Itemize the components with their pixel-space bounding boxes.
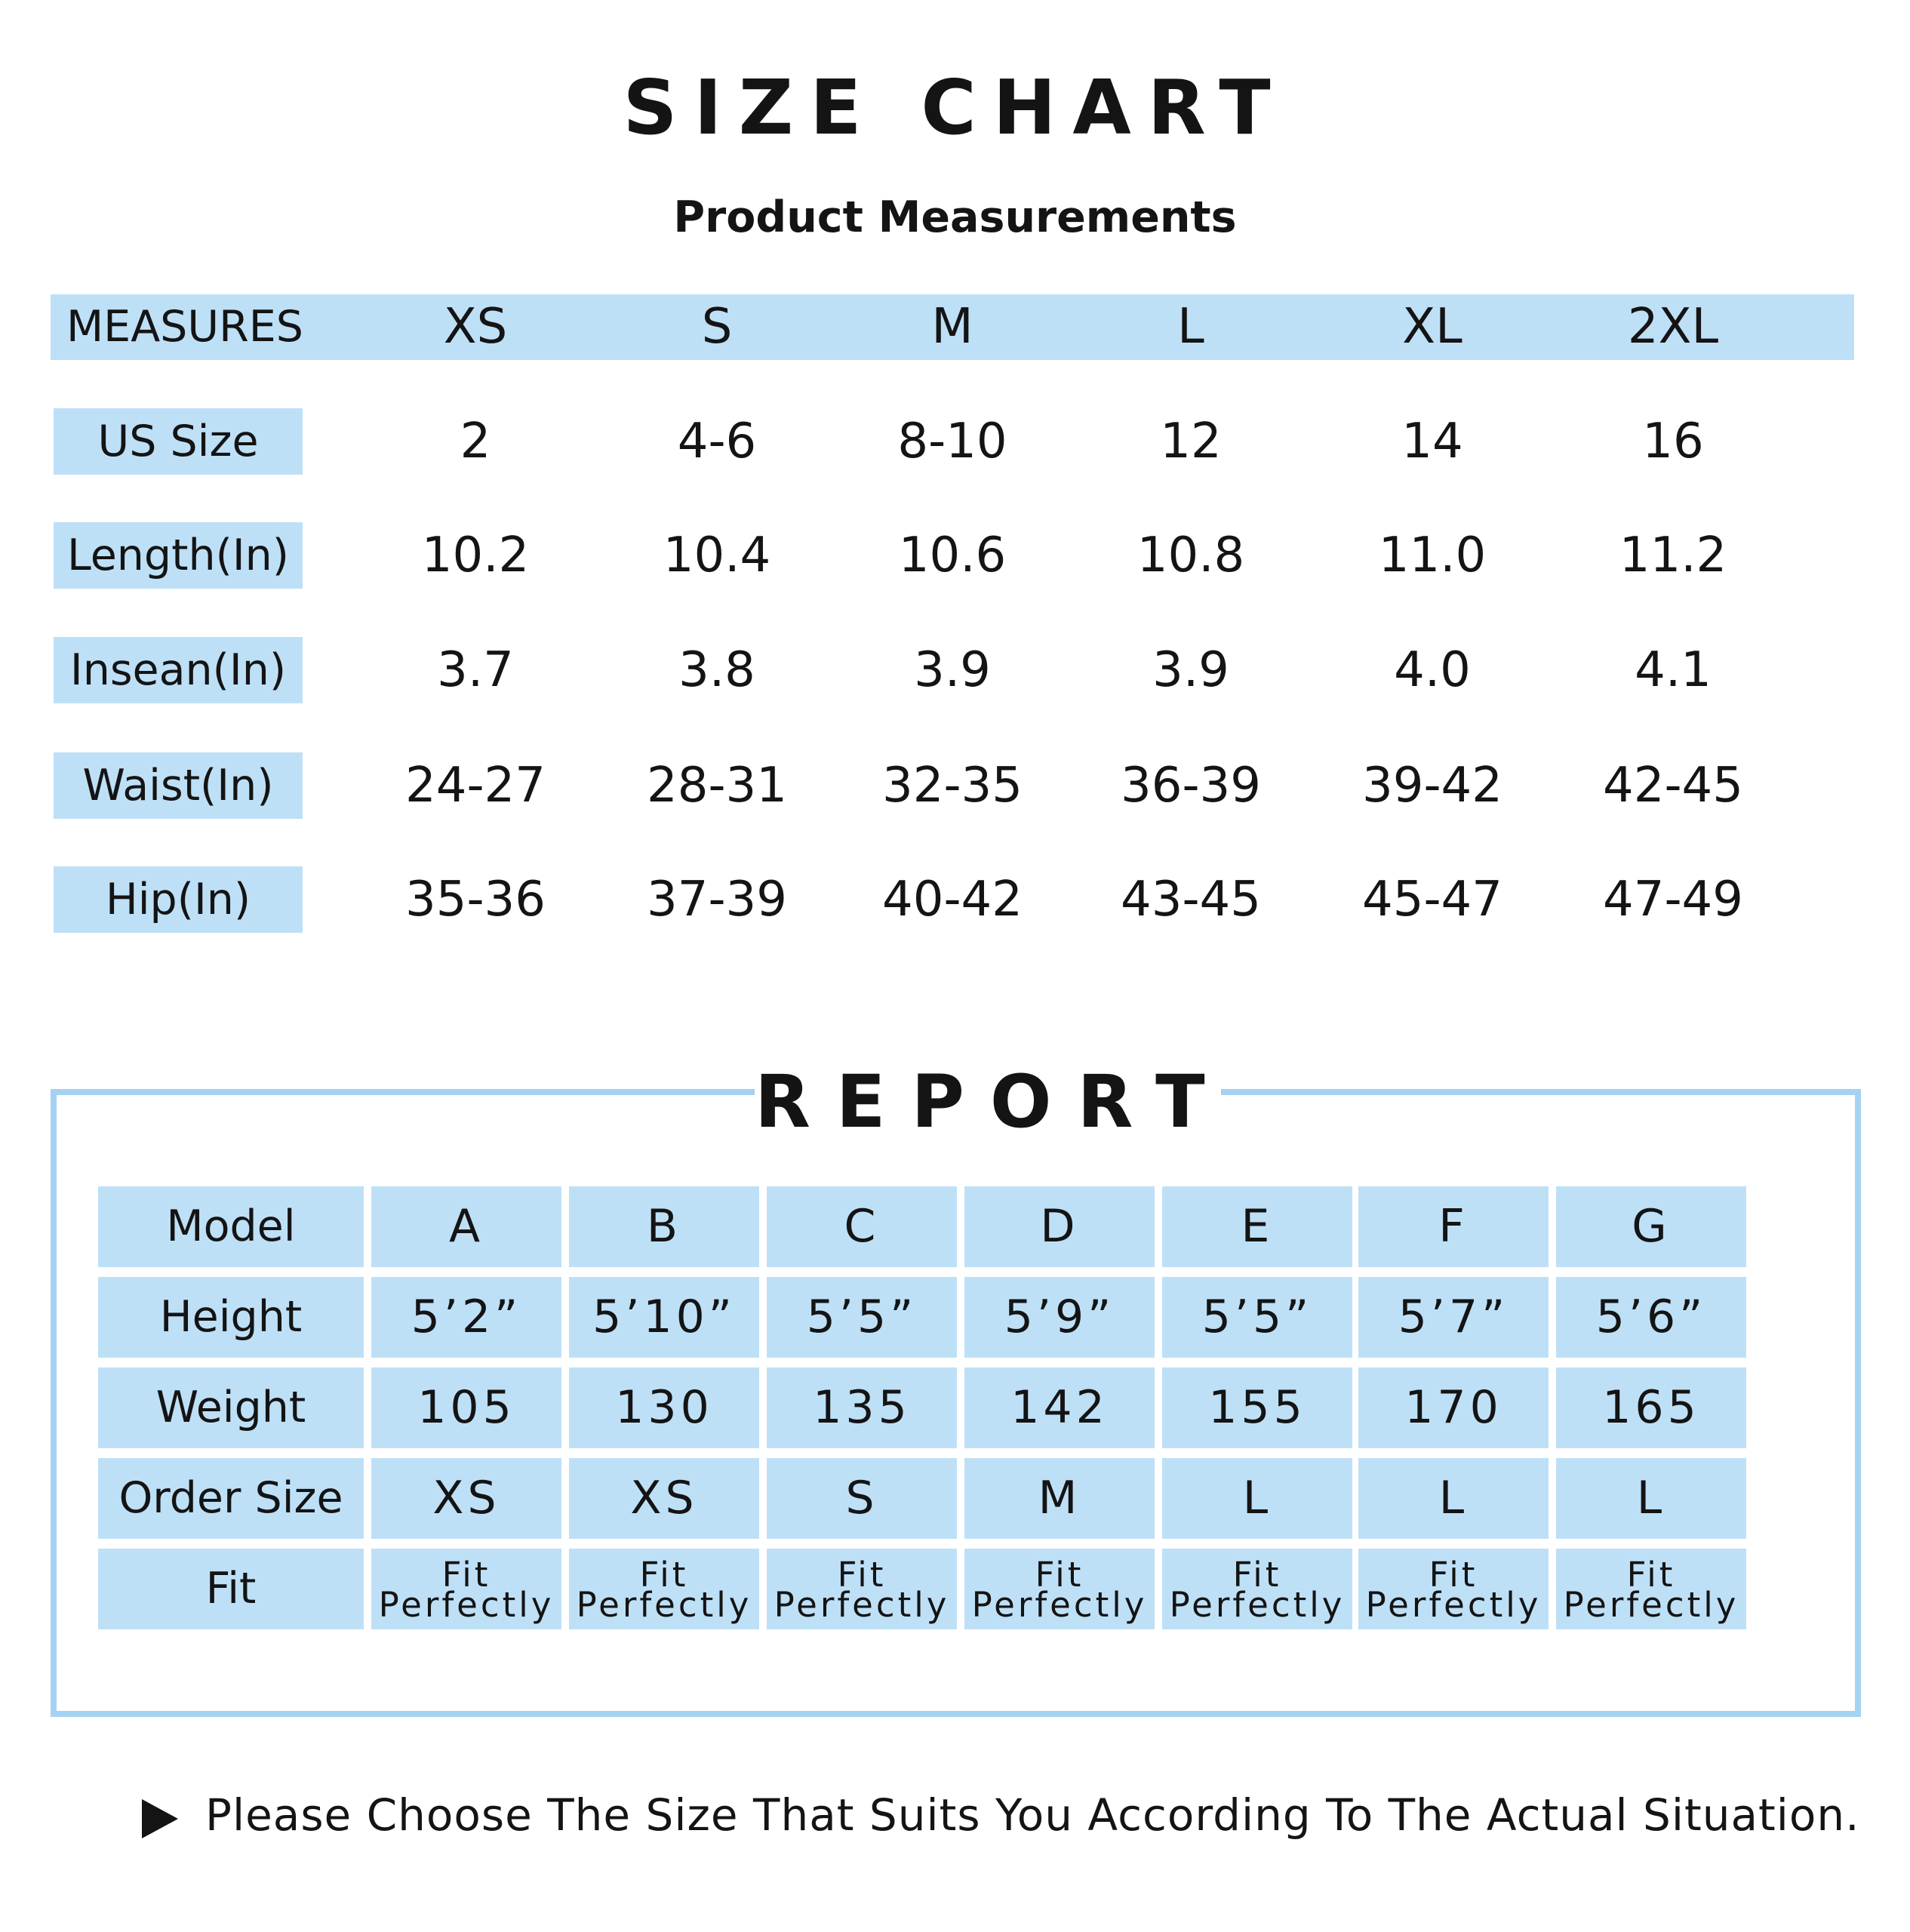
fit-cell	[964, 1549, 1155, 1629]
report-cell: L	[1358, 1458, 1549, 1539]
measures-header-label: MEASURES	[66, 302, 303, 352]
measure-cell: 3.9	[1152, 642, 1229, 698]
measure-cell: 10.6	[898, 528, 1007, 583]
size-header: M	[931, 299, 973, 355]
measure-cell: 45-47	[1362, 872, 1502, 928]
report-cell: 105	[371, 1367, 561, 1448]
measure-cell: 11.0	[1378, 528, 1487, 583]
report-cell: 165	[1556, 1367, 1746, 1448]
measure-cell: 36-39	[1121, 758, 1261, 814]
fit-cell	[1162, 1549, 1352, 1629]
fit-line-1: Fit	[1429, 1555, 1478, 1595]
report-cell: S	[767, 1458, 957, 1539]
fit-line-1: Fit	[1626, 1555, 1676, 1595]
measure-cell: 40-42	[882, 872, 1023, 928]
fit-line-1: Fit	[441, 1555, 491, 1595]
measure-cell: 10.4	[663, 528, 771, 583]
page-subtitle: Product Measurements	[673, 192, 1237, 242]
measure-cell: 3.7	[437, 642, 514, 698]
fit-line-2: Perfectly	[1563, 1585, 1739, 1625]
report-row-label: Weight	[98, 1367, 364, 1448]
fit-cell	[1358, 1549, 1549, 1629]
report-cell: G	[1556, 1186, 1746, 1267]
fit-cell	[569, 1549, 759, 1629]
measure-cell: 12	[1160, 414, 1222, 469]
fit-line-2: Perfectly	[1365, 1585, 1542, 1625]
report-cell: 5’6”	[1556, 1277, 1746, 1358]
fit-line-1: Fit	[837, 1555, 887, 1595]
report-cell: D	[964, 1186, 1155, 1267]
report-cell: XS	[569, 1458, 759, 1539]
report-cell: 5’2”	[371, 1277, 561, 1358]
report-cell: F	[1358, 1186, 1549, 1267]
report-cell: A	[371, 1186, 561, 1267]
measure-cell: 4.0	[1394, 642, 1471, 698]
fit-line-1: Fit	[1035, 1555, 1084, 1595]
report-cell: 5’9”	[964, 1277, 1155, 1358]
measure-cell: 3.8	[678, 642, 755, 698]
report-row-label: Order Size	[98, 1458, 364, 1539]
report-cell: L	[1162, 1458, 1352, 1539]
measure-cell: 37-39	[647, 872, 787, 928]
size-header: L	[1177, 299, 1204, 355]
measure-cell: 11.2	[1619, 528, 1727, 583]
report-cell: 5’7”	[1358, 1277, 1549, 1358]
measure-cell: 4.1	[1635, 642, 1712, 698]
report-cell: M	[964, 1458, 1155, 1539]
measure-row-label: Hip(In)	[54, 866, 303, 933]
measure-cell: 10.2	[421, 528, 530, 583]
report-cell: 135	[767, 1367, 957, 1448]
report-cell: 170	[1358, 1367, 1549, 1448]
measure-cell: 24-27	[405, 758, 546, 814]
size-note: Please Choose The Size That Suits You According To The Actual Situation.	[205, 1789, 1860, 1841]
fit-line-2: Perfectly	[576, 1585, 752, 1625]
report-row-label: Fit	[98, 1549, 364, 1629]
size-header: S	[701, 299, 733, 355]
fit-cell	[767, 1549, 957, 1629]
report-title: REPORT	[755, 1060, 1231, 1144]
fit-line-2: Perfectly	[1169, 1585, 1346, 1625]
measure-row-label: Insean(In)	[54, 637, 303, 703]
fit-line-1: Fit	[1232, 1555, 1282, 1595]
report-cell: 142	[964, 1367, 1155, 1448]
measure-cell: 14	[1401, 414, 1463, 469]
fit-line-1: Fit	[639, 1555, 689, 1595]
report-cell: 5’5”	[767, 1277, 957, 1358]
report-cell: XS	[371, 1458, 561, 1539]
report-cell: B	[569, 1186, 759, 1267]
measure-cell: 28-31	[647, 758, 787, 814]
size-header: XS	[443, 299, 508, 355]
report-cell: 5’5”	[1162, 1277, 1352, 1358]
report-cell: E	[1162, 1186, 1352, 1267]
fit-cell	[1556, 1549, 1746, 1629]
page-title: SIZE CHART	[623, 63, 1287, 152]
report-cell: 130	[569, 1367, 759, 1448]
measure-cell: 8-10	[897, 414, 1007, 469]
measure-row-label: Waist(In)	[54, 752, 303, 819]
measure-cell: 42-45	[1603, 758, 1743, 814]
measure-cell: 35-36	[405, 872, 546, 928]
report-cell: L	[1556, 1458, 1746, 1539]
measure-cell: 16	[1642, 414, 1704, 469]
measure-cell: 4-6	[677, 414, 757, 469]
measure-cell: 32-35	[882, 758, 1023, 814]
measure-cell: 43-45	[1121, 872, 1261, 928]
fit-line-2: Perfectly	[774, 1585, 950, 1625]
fit-line-2: Perfectly	[378, 1585, 555, 1625]
measure-cell: 2	[460, 414, 491, 469]
measure-cell: 47-49	[1603, 872, 1743, 928]
size-header: XL	[1402, 299, 1462, 355]
report-row-label: Model	[98, 1186, 364, 1267]
report-cell: 155	[1162, 1367, 1352, 1448]
measure-row-label: Length(In)	[54, 522, 303, 589]
arrow-bullet-icon	[142, 1799, 178, 1838]
report-row-label: Height	[98, 1277, 364, 1358]
measure-cell: 3.9	[914, 642, 991, 698]
report-cell: C	[767, 1186, 957, 1267]
size-header: 2XL	[1627, 299, 1719, 355]
measure-row-label: US Size	[54, 408, 303, 475]
report-cell: 5’10”	[569, 1277, 759, 1358]
measure-cell: 39-42	[1362, 758, 1502, 814]
measure-cell: 10.8	[1136, 528, 1245, 583]
fit-line-2: Perfectly	[971, 1585, 1148, 1625]
fit-cell	[371, 1549, 561, 1629]
